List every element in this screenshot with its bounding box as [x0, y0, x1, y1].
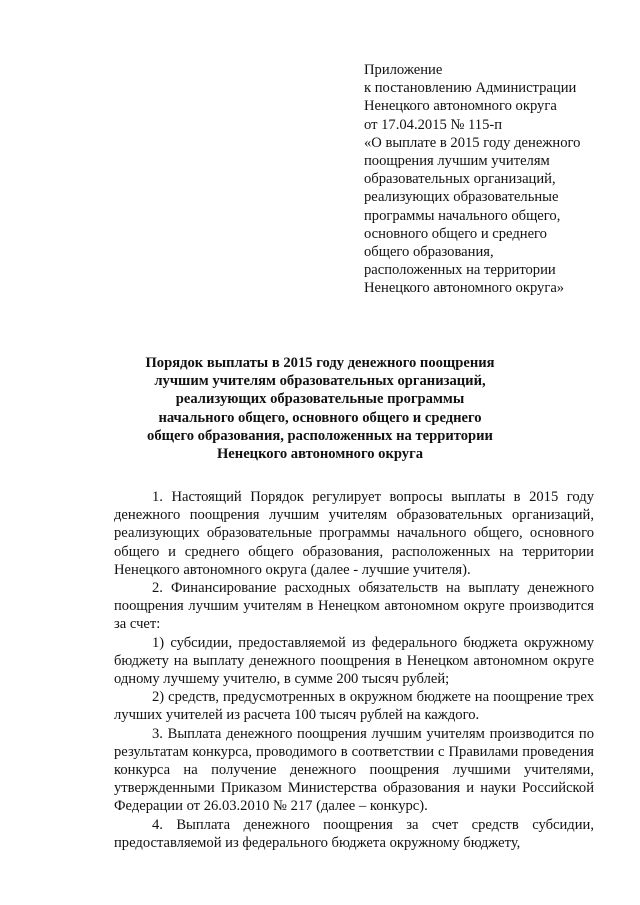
appendix-line: основного общего и среднего — [364, 225, 547, 242]
appendix-line: Ненецкого автономного округа — [364, 98, 557, 115]
paragraph-3: 3. Выплата денежного поощрения лучшим учителям производится по результатам конкурса, проводимого в соответствии с Правилами проведения конкурса на получение денежного поощрения лучшими учителями, утвержденными Приказом Министерства образования и науки Российской Федерации от 26.03.2010 № 217 (далее – конкурс). — [114, 725, 594, 815]
appendix-line: Приложение — [364, 62, 443, 78]
title-line: Ненецкого автономного округа — [216, 446, 424, 463]
paragraph-4: 4. Выплата денежного поощрения за счет средств субсидии, предоставляемой из федерального бюджета окружному бюджету, — [114, 816, 594, 851]
document-title — [80, 354, 560, 463]
document-body — [114, 488, 594, 852]
appendix-line: от 17.04.2015 № 115-п — [364, 116, 503, 133]
appendix-line: общего образования, — [364, 244, 494, 261]
paragraph-1: 1. Настоящий Порядок регулирует вопросы выплаты в 2015 году денежного поощрения лучшим учителям образовательных организаций, реализующих образовательные программы начального общего, основного общего и среднего общего образования, расположенных на территории Ненецкого автономного округа (далее - лучшие учителя). — [114, 489, 594, 578]
appendix-line: поощрения лучшим учителям — [364, 153, 550, 170]
appendix-line: к постановлению Администрации — [364, 80, 577, 97]
appendix-line: Ненецкого автономного округа» — [364, 280, 565, 297]
appendix-line: реализующих образовательные — [364, 189, 559, 206]
title-line: начального общего, основного общего и среднего — [158, 409, 482, 426]
appendix-line: расположенных на территории — [364, 262, 556, 279]
paragraph-2-item-2: 2) средств, предусмотренных в окружном бюджете на поощрение трех лучших учителей из расчета 100 тысяч рублей на каждого. — [114, 689, 594, 724]
title-line: лучшим учителям образовательных организаций, — [154, 373, 486, 390]
appendix-header — [364, 61, 634, 298]
appendix-line: «О выплате в 2015 году денежного — [364, 134, 581, 151]
title-line: Порядок выплаты в 2015 году денежного поощрения — [145, 355, 495, 371]
title-line: общего образования, расположенных на территории — [147, 427, 493, 444]
paragraph-2: 2. Финансирование расходных обязательств на выплату денежного поощрения лучшим учителям в Ненецком автономном округе производится за счет: — [114, 580, 594, 633]
title-line: реализующих образовательные программы — [175, 391, 465, 408]
appendix-line: программы начального общего, — [364, 207, 561, 224]
paragraph-2-item-1: 1) субсидии, предоставляемой из федерального бюджета окружному бюджету на выплату денежного поощрения в Ненецком автономном округе одному лучшему учителю, в сумме 200 тысяч рублей; — [114, 634, 594, 688]
appendix-line: образовательных организаций, — [364, 171, 556, 188]
